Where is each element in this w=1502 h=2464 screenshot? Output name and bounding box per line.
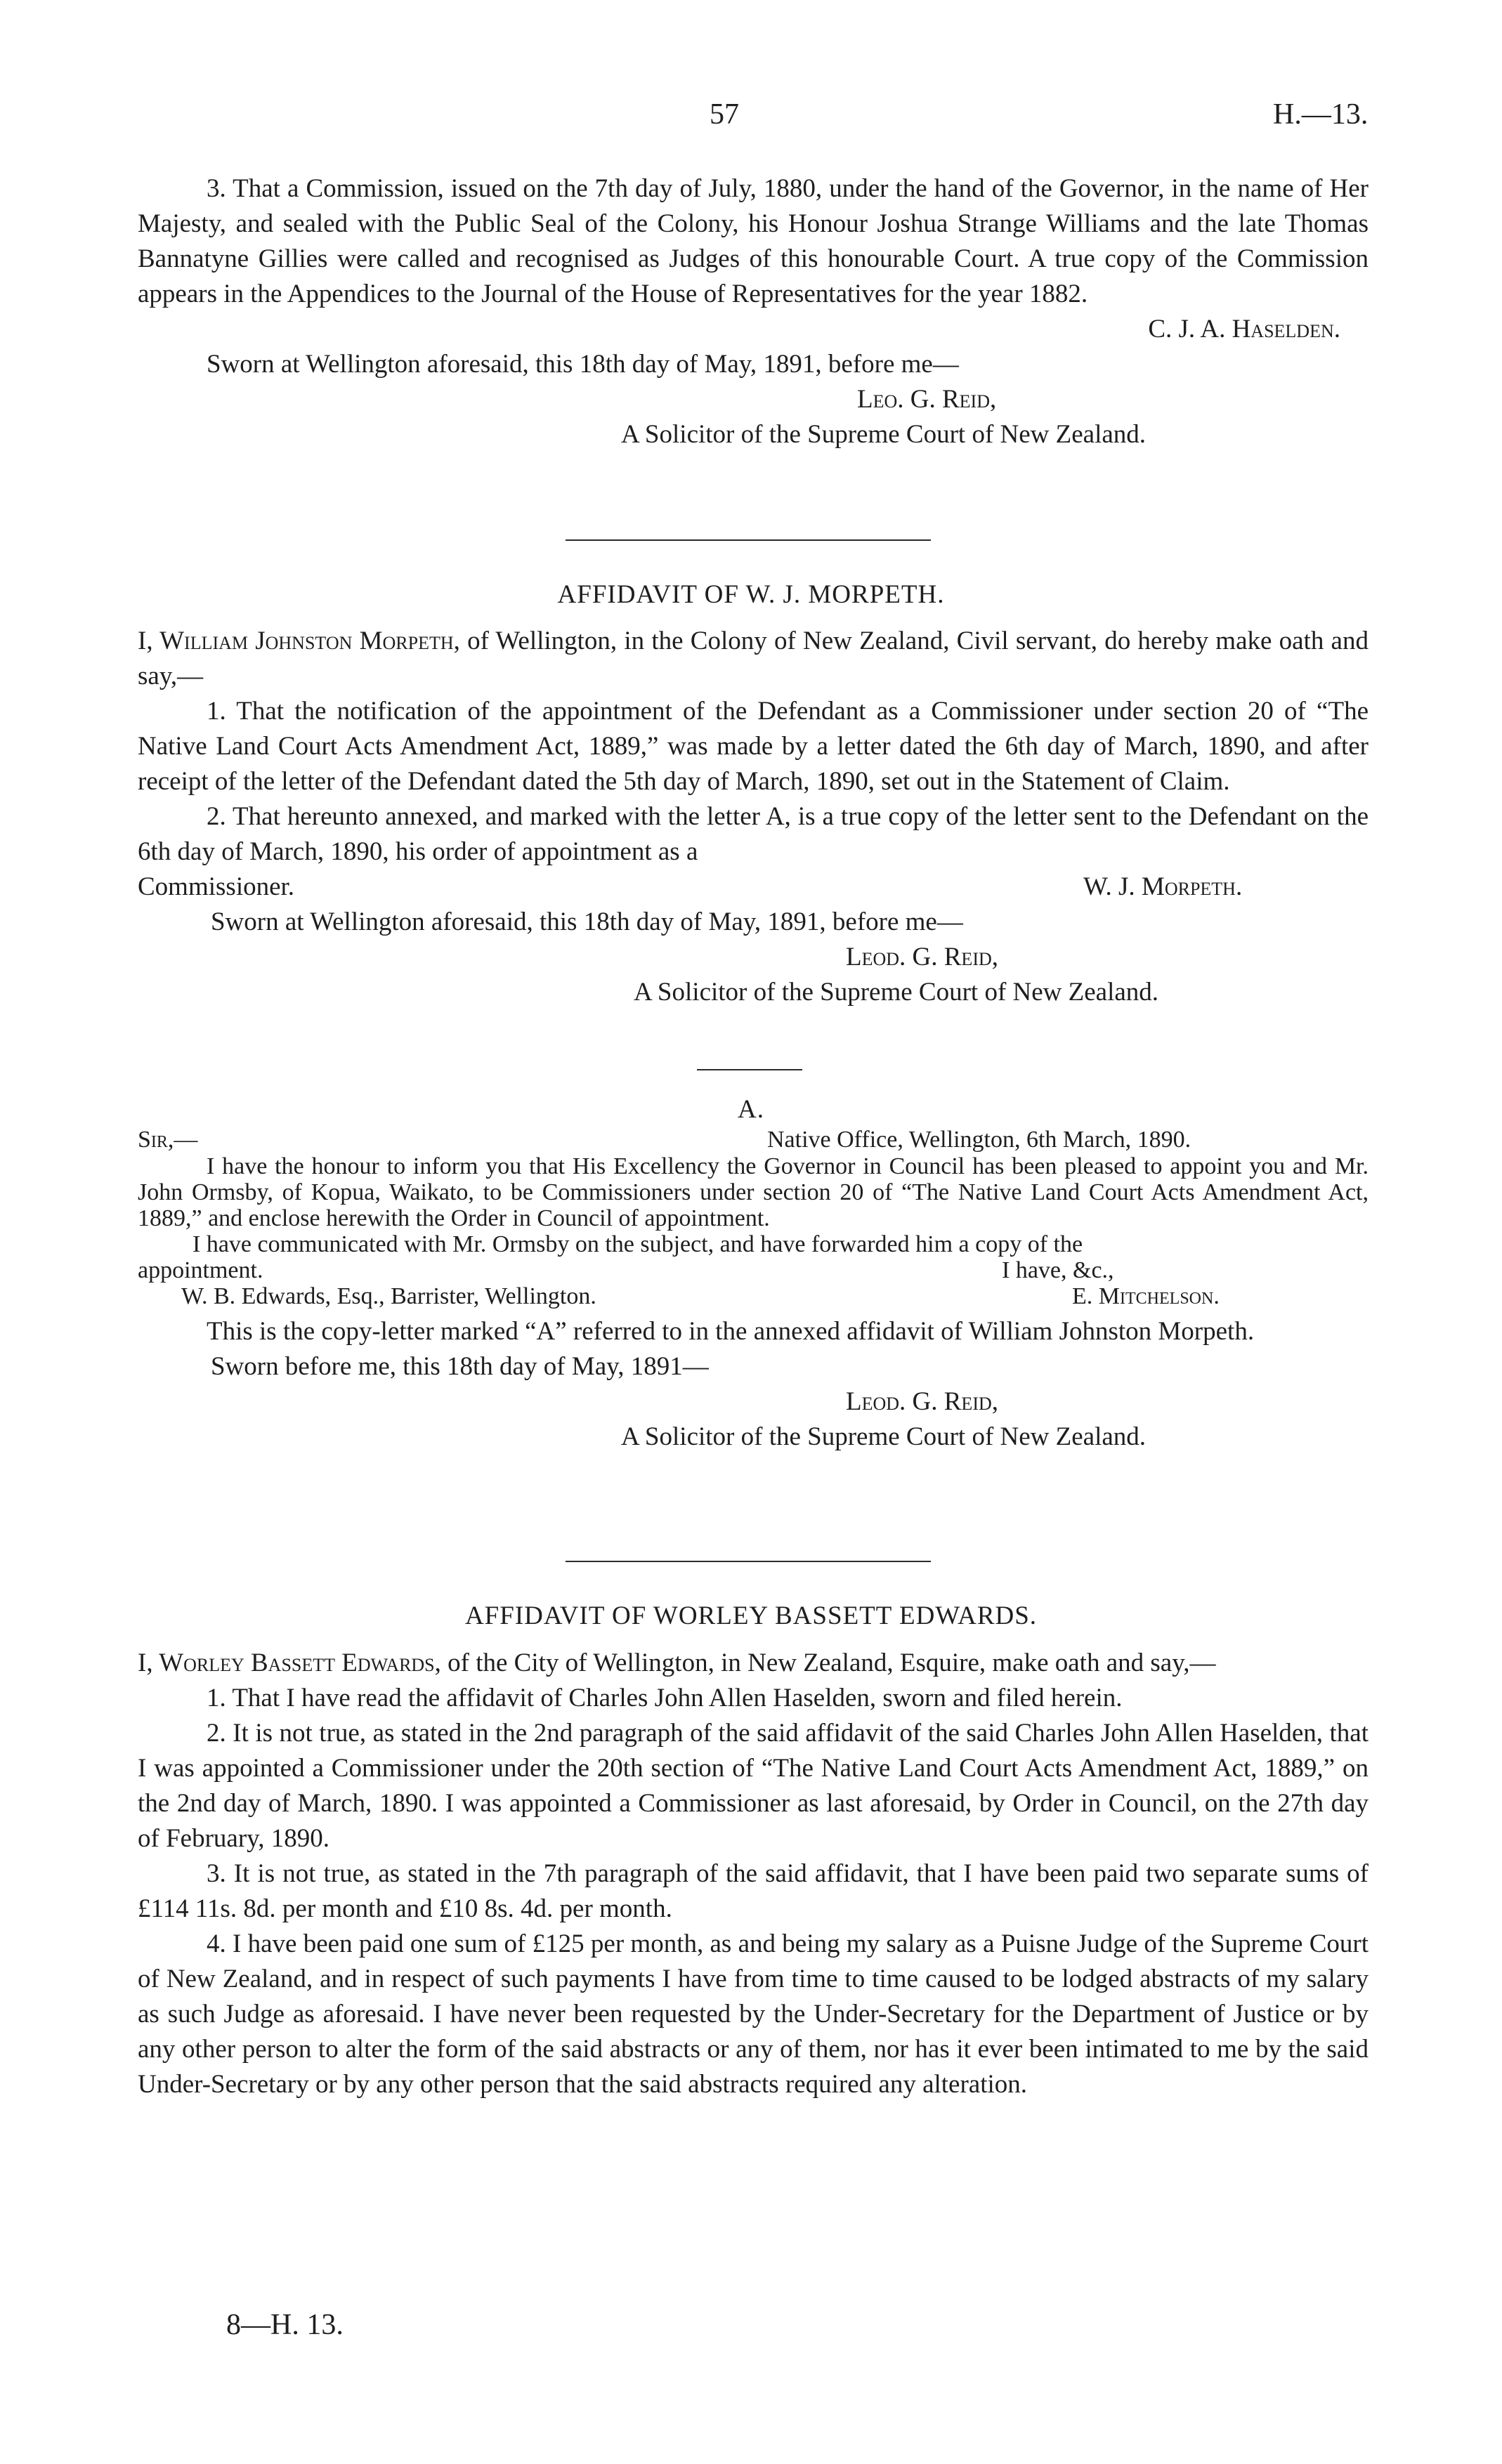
edwards-paragraph-1: 1. That I have read the affidavit of Charles John Allen Haselden, sworn and filed herein.: [207, 1684, 1123, 1712]
letter-certification: This is the copy-letter marked “A” referred to in the annexed affidavit of William Johnston Morpeth.: [207, 1317, 1255, 1346]
haselden-witness-title: A Solicitor of the Supreme Court of New Zealand.: [621, 420, 1147, 449]
morpeth-affidavit-body: [138, 624, 1369, 1010]
haselden-paragraph-3: 3. That a Commission, issued on the 7th day of July, 1880, under the hand of the Governor, in the name of Her Majesty, and sealed with the Public Seal of the Colony, his Honour Joshua Strange Williams and the late Thomas Bannatyne Gillies were called and recognised as Judges of this honourable Court. A true copy of the Commission appears in the Appendices to the Journal of the House of Representatives for the year 1882.: [138, 174, 1369, 308]
morpeth-intro: I, William Johnston Morpeth, of Wellington, in the Colony of New Zealand, Civil servant, do hereby make oath and say,—: [138, 627, 1369, 690]
letter-place-date: Native Office, Wellington, 6th March, 1890.: [767, 1127, 1191, 1153]
letter-header-row: [138, 1127, 1369, 1153]
haselden-affidavit-tail: [138, 171, 1369, 452]
edwards-paragraph-4: 4. I have been paid one sum of £125 per month, as and being my salary as a Puisne Judge of the Supreme Court of New Zealand, and in respect of such payments I have from time to time caused to be lodged abstracts of my salary as such Judge as aforesaid. I have never been requested by the Under-Secretary for the Department of Justice or by any other person to alter the form of the said abstracts or any of them, nor has it ever been intimated to me by the said Under-Secretary or by any other person that the said abstracts required any alteration.: [138, 1929, 1369, 2099]
morpeth-signature: W. J. Morpeth.: [1083, 872, 1243, 901]
section-divider: [566, 539, 931, 541]
section-divider: [566, 1561, 931, 1562]
morpeth-sworn-line: Sworn at Wellington aforesaid, this 18th day of May, 1891, before me—: [211, 907, 963, 936]
letter-witness-title: A Solicitor of the Supreme Court of New Zealand.: [621, 1422, 1147, 1451]
printer-signature-mark: 8—H. 13.: [226, 2309, 344, 2341]
page-number: 57: [710, 98, 739, 131]
letter-closing: I have, &c.,: [1002, 1257, 1114, 1283]
edwards-paragraph-2: 2. It is not true, as stated in the 2nd paragraph of the said affidavit of the said Charles John Allen Haselden, that I was appointed a Commissioner under the 20th section of “The Native Land Court Acts Amendment Act, 1889,” on the 2nd day of March, 1890. I was appointed a Commissioner as last aforesaid, by Order in Council, on the 27th day of February, 1890.: [138, 1719, 1369, 1853]
morpeth-heading: AFFIDAVIT OF W. J. MORPETH.: [557, 580, 945, 609]
letter-closing-row: appointment. I have, &c.,: [138, 1257, 1114, 1283]
deponent-name: I, Worley Bassett Edwards,: [138, 1649, 441, 1677]
letter-signoff-row: [138, 1283, 1369, 1314]
morpeth-paragraph-1: 1. That the notification of the appointment of the Defendant as a Commissioner under section 20 of “The Native Land Court Acts Amendment Act, 1889,” was made by a letter dated the 6th day of March, 1890, and after receipt of the letter of the Defendant dated the 5th day of March, 1890, set out in the Statement of Claim.: [138, 697, 1369, 796]
short-divider: [697, 1069, 802, 1070]
haselden-signature: C. J. A. Haselden.: [1148, 315, 1340, 343]
letter-a-body: [138, 1127, 1369, 1455]
haselden-sworn-line: Sworn at Wellington aforesaid, this 18th day of May, 1891, before me—: [207, 350, 959, 379]
haselden-witness-name: Leo. G. Reid,: [857, 385, 997, 414]
edwards-paragraph-3: 3. It is not true, as stated in the 7th paragraph of the said affidavit, that I have been paid two separate sums of £114 11s. 8d. per month and £10 8s. 4d. per month.: [138, 1859, 1369, 1923]
letter-witness-name: Leod. G. Reid,: [846, 1387, 999, 1416]
deponent-name: I, William Johnston Morpeth,: [138, 627, 460, 655]
letter-paragraph-1: I have the honour to inform you that His Excellency the Governor in Council has been pleased to appoint you and Mr. John Ormsby, of Kopua, Waikato, to be Commissioners under section 20 of “The Native Land Court Acts Amendment Act, 1889,” and enclose herewith the Order in Council of appointment.: [138, 1153, 1369, 1231]
letter-addressee: W. B. Edwards, Esq., Barrister, Wellington.: [181, 1283, 596, 1309]
letter-salutation: Sir,—: [138, 1127, 198, 1153]
morpeth-witness-name: Leod. G. Reid,: [846, 943, 999, 971]
letter-sworn-line: Sworn before me, this 18th day of May, 1891—: [211, 1352, 709, 1381]
letter-label: A.: [738, 1095, 764, 1124]
edwards-intro: I, Worley Bassett Edwards, of the City of Wellington, in New Zealand, Esquire, make oath and say,—: [138, 1649, 1216, 1677]
edwards-affidavit-body: [138, 1646, 1369, 2102]
document-code: H.—13.: [1273, 98, 1369, 131]
letter-paragraph-2: I have communicated with Mr. Ormsby on the subject, and have forwarded him a copy of the: [192, 1231, 1083, 1257]
edwards-heading: AFFIDAVIT OF WORLEY BASSETT EDWARDS.: [464, 1601, 1038, 1630]
morpeth-paragraph-2: 2. That hereunto annexed, and marked with the letter A, is a true copy of the letter sent to the Defendant on the 6th day of March, 1890, his order of appointment as a: [138, 802, 1369, 866]
letter-signer: E. Mitchelson.: [1072, 1283, 1220, 1309]
morpeth-witness-title: A Solicitor of the Supreme Court of New Zealand.: [634, 978, 1159, 1007]
morpeth-signature-row: Commissioner. W. J. Morpeth.: [138, 870, 1369, 905]
